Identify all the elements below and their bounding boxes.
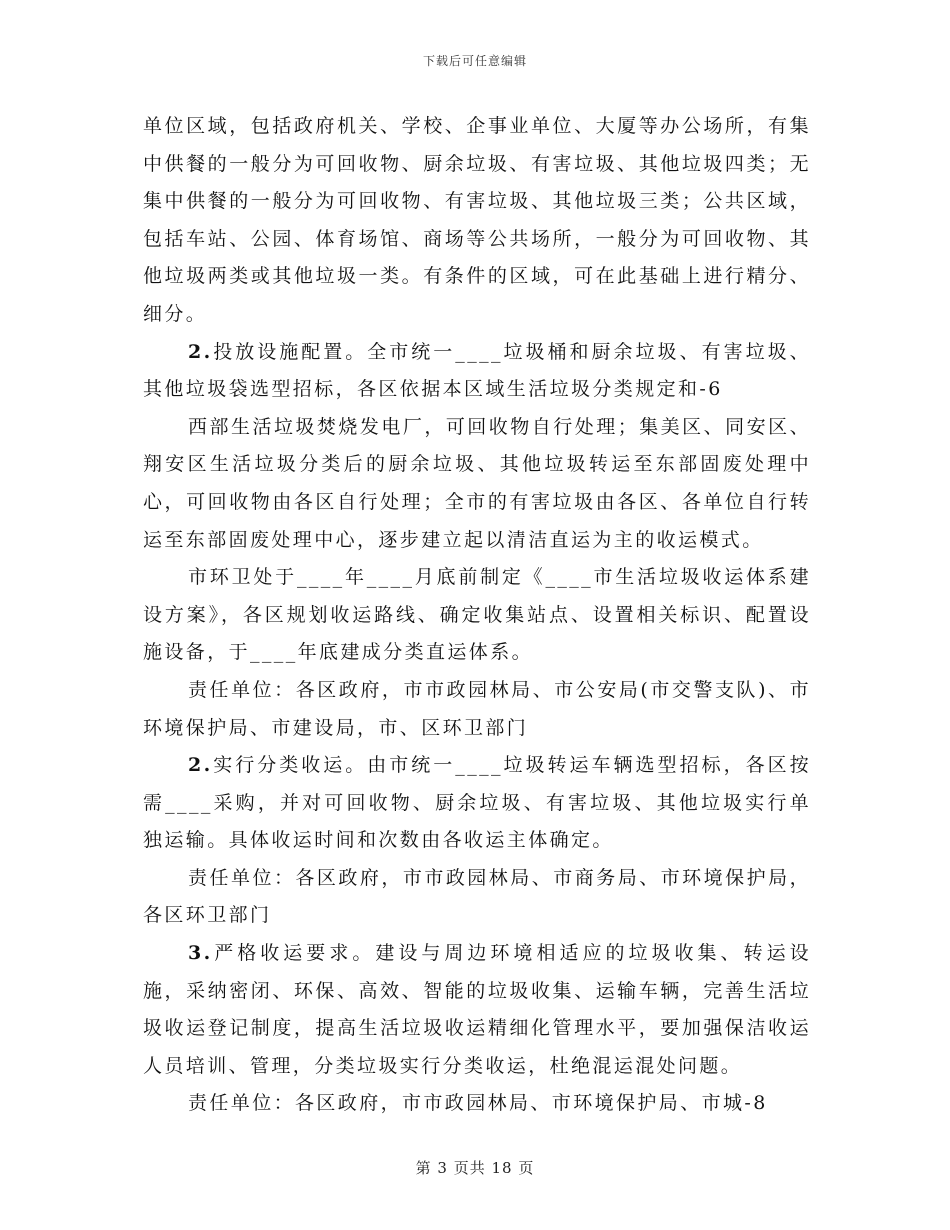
paragraph-2 [143, 334, 811, 409]
paragraph-4 [143, 559, 811, 672]
paragraph-4-text: 市环卫处于____年____月底前制定《____市生活垃圾收运体系建设方案》，各区规划收运路线、确定收集站点、设置相关标识、配置设施设备，于____年底建成分类直运体系。 [143, 566, 811, 664]
paragraph-3-text: 西部生活垃圾焚烧发电厂，可回收物自行处理；集美区、同安区、翔安区生活垃圾分类后的厨余垃圾、其他垃圾转运至东部固废处理中心，可回收物由各区自行处理；全市的有害垃圾由各区、各单位自行转运至东部固废处理中心，逐步建立起以清洁直运为主的收运模式。 [143, 415, 811, 551]
paragraph-6-text: 实行分类收运。由市统一____垃圾转运车辆选型招标，各区按需____采购，并对可回收物、厨余垃圾、有害垃圾、其他垃圾实行单独运输。具体收运时间和次数由各收运主体确定。 [143, 754, 811, 852]
paragraph-7 [143, 860, 811, 935]
paragraph-8 [143, 935, 811, 1085]
paragraph-2-number: 2. [188, 340, 213, 363]
paragraph-8-number: 3. [188, 942, 213, 965]
paragraph-9-text: 责任单位：各区政府，市市政园林局、市环境保护局、市城-8 [188, 1092, 768, 1115]
page-footer: 第 3 页共 18 页 [415, 1159, 535, 1177]
document-body [143, 108, 811, 1123]
paragraph-5 [143, 672, 811, 747]
paragraph-6-number: 2. [188, 754, 213, 777]
page-header: 下载后可任意编辑 [422, 54, 527, 68]
paragraph-6 [143, 747, 811, 860]
paragraph-1 [143, 108, 811, 334]
paragraph-2-text: 投放设施配置。全市统一____垃圾桶和厨余垃圾、有害垃圾、其他垃圾袋选型招标，各区依据本区域生活垃圾分类规定和-6 [143, 340, 811, 401]
paragraph-3 [143, 409, 811, 559]
paragraph-8-text: 严格收运要求。建设与周边环境相适应的垃圾收集、转运设施，采纳密闭、环保、高效、智能的垃圾收集、运输车辆，完善生活垃圾收运登记制度，提高生活垃圾收运精细化管理水平，要加强保洁收运人员培训、管理，分类垃圾实行分类收运，杜绝混运混处问题。 [143, 942, 811, 1077]
paragraph-9 [143, 1085, 811, 1123]
paragraph-1-text: 单位区域，包括政府机关、学校、企事业单位、大厦等办公场所，有集中供餐的一般分为可回收物、厨余垃圾、有害垃圾、其他垃圾四类；无集中供餐的一般分为可回收物、有害垃圾、其他垃圾三类；公共区域，包括车站、公园、体育场馆、商场等公共场所，一般分为可回收物、其他垃圾两类或其他垃圾一类。有条件的区域，可在此基础上进行精分、细分。 [143, 115, 811, 325]
paragraph-7-text: 责任单位：各区政府，市市政园林局、市商务局、市环境保护局，各区环卫部门 [143, 866, 811, 927]
paragraph-5-text: 责任单位：各区政府，市市政园林局、市公安局(市交警支队)、市环境保护局、市建设局，市、区环卫部门 [143, 678, 811, 739]
